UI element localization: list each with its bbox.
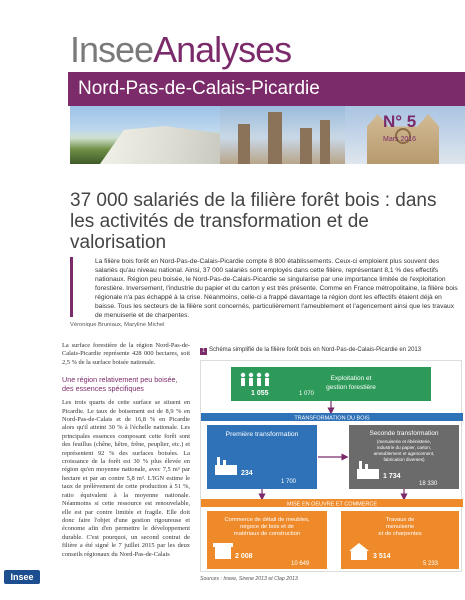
brand-analyses: Analyses <box>153 29 292 70</box>
commerce-label-1: Commerce de détail de meubles, <box>224 517 310 523</box>
exploitation-label-1: Exploitation et <box>330 375 372 382</box>
shop-icon <box>213 543 233 559</box>
left-column <box>62 342 190 559</box>
exploitation-etab: 1 055 <box>251 390 269 397</box>
travaux-label-1: Travaux de <box>385 517 415 523</box>
seconde-label: Seconde transformation <box>369 430 439 437</box>
issue-number: N° 5 <box>383 112 417 131</box>
banner-mise-en-oeuvre-label: MISE EN OEUVRE ET COMMERCE <box>286 501 378 508</box>
section-heading: Une région relativement peu boisée, des essences spécifiques <box>62 375 178 394</box>
lede-text: La filière bois forêt en Nord-Pas-de-Calais-Picardie compte 8 800 établissements. Ceux-ci emploient plus souvent des salariés qu'au niveau national. Ainsi, 37 000 salariés sont employés dans cette filière, représentant 8,1 % des effectifs nationaux. Région peu boisée, le Nord-Pas-de-Calais-Picardie se singularise par une importance limitée de l'exploitation forestière. Inversement, l'industrie du papier et du carton y est très présente. Comme en France métropolitaine, la filière bois régionale n'a pas échappé à la crise. Néanmoins, celle-ci a frappé davantage la région dont les effectifs étaient déjà en baisse. Tous les secteurs de la filière sont concernés, particulièrement l'ameublement et l'agencement ainsi que les travaux de menuiserie et de charpentes. <box>95 258 458 319</box>
issue-date: Mars 2016 <box>383 136 417 143</box>
exploitation-sal: 1 070 <box>299 391 315 397</box>
commerce-etab: 2 008 <box>235 553 253 560</box>
brand-insee: Insee <box>70 29 154 70</box>
figure-source: Sources : Insee, Sirene 2013 et Clap 2013 <box>200 576 298 582</box>
seconde-detail-1: (menuiserie et ébénisterie, <box>376 439 432 444</box>
intro-paragraph: La surface forestière de la région Nord-Pas-de-Calais-Picardie représente 428 000 hectares, soit 2,5 % de la surface boisée nationale. <box>62 342 190 366</box>
seconde-detail-4: fabrication diverses) <box>383 457 425 462</box>
commerce-label-3: matériaux de construction <box>233 531 301 537</box>
publication-brand <box>70 29 292 70</box>
premiere-sal: 1 700 <box>281 479 297 485</box>
banner-transformation-label: TRANSFORMATION DU BOIS <box>294 415 370 422</box>
figure-number: 1 <box>200 348 207 355</box>
figure-caption <box>200 347 462 355</box>
travaux-etab: 3 514 <box>373 553 391 560</box>
seconde-detail-2: industrie du papier, carton, <box>376 445 432 450</box>
seconde-sal: 18 330 <box>419 481 438 487</box>
masthead <box>0 0 465 110</box>
figure-caption-text: Schéma simplifié de la filière forêt bois en Nord-Pas-de-Calais-Picardie en 2013 <box>209 347 422 353</box>
authors: Véronique Bruniaux, Maryline Michel <box>70 322 165 328</box>
lede-box <box>70 257 460 317</box>
travaux-label-2: menuiserie <box>385 524 415 530</box>
insee-logo <box>4 570 40 594</box>
commerce-sal: 10 649 <box>291 561 310 567</box>
travaux-sal: 5 233 <box>423 561 439 567</box>
seconde-detail-3: ameublement et agencement, <box>373 451 435 456</box>
diagram-svg <box>201 361 463 573</box>
body-paragraph: Les trois quarts de cette surface se situent en Picardie. Le taux de boisement est de 8,9 % en Nord-Pas-de-Calais et de 16,8 % en Picardie alors qu'il atteint 30 % à l'échelle nationale. Les principales essences composant cette forêt sont des feuillus (chêne, hêtre, frêne, peuplier, etc.) et représentent 92 % des surfaces boisées. La croissance de la forêt est 30 % plus élevée en région qu'en moyenne nationale, avec 7,5 m³ par hectare et par an contre 5,8 m³. L'IGN estime le taux de prélèvement de cette production à 51 %, ratio équivalent à la moyenne nationale. Néanmoins si cette ressource est renouvelable, elle est par contre limitée et fragile. Elle doit donc faire l'objet d'une gestion rigoureuse et économe afin d'en permettre le développement durable. C'est pourquoi, un second contrat de filière a été signé le 7 juillet 2015 par les deux conseils régionaux du Nord-Pas-de-Calais <box>62 399 190 558</box>
travaux-label-3: et de charpentes <box>378 531 422 537</box>
region-banner: Nord-Pas-de-Calais-Picardie <box>68 72 465 106</box>
logo-mark: Insee <box>4 570 40 584</box>
cliff-photo <box>70 106 220 164</box>
premiere-label: Première transformation <box>225 431 299 438</box>
premiere-etab: 234 <box>241 470 253 477</box>
city-photo <box>220 106 345 164</box>
commerce-label-2: négoce de bois et de <box>240 524 294 530</box>
article-title: 37 000 salariés de la filière forêt bois : dans les activités de transformation et de valorisation <box>70 190 437 253</box>
issue-box <box>383 112 416 143</box>
exploitation-label-2: gestion forestière <box>326 384 376 391</box>
seconde-etab: 1 734 <box>383 473 401 480</box>
forest-wood-diagram <box>200 360 462 572</box>
